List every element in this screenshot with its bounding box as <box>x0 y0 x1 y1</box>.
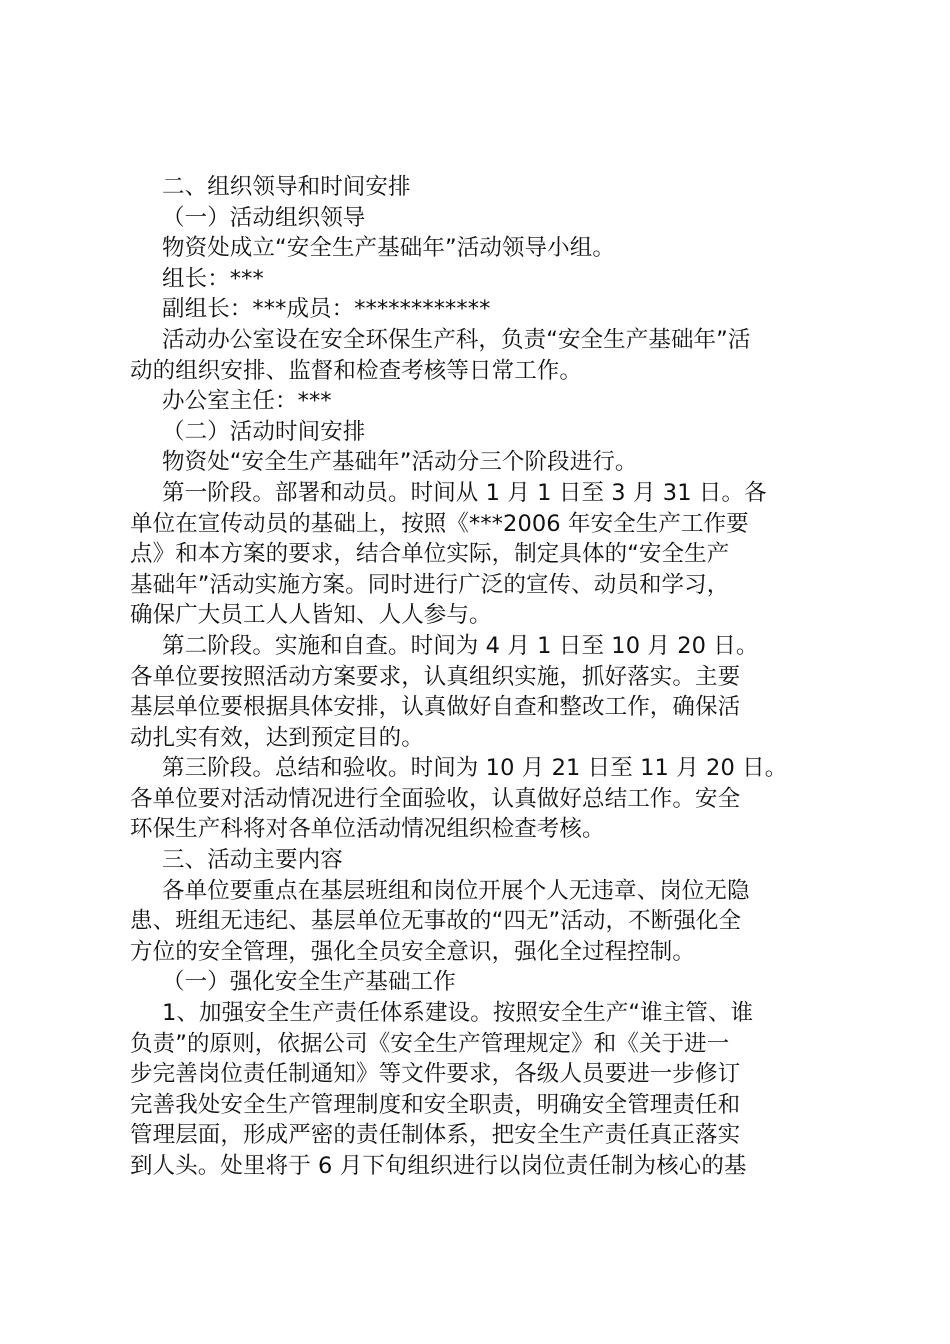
text-line: 各单位要重点在基层班组和岗位开展个人无违章、岗位无隐 <box>162 877 750 904</box>
text-line: 环保生产科将对各单位活动情况组织检查考核。 <box>130 816 605 843</box>
text-line: 确保广大员工人人皆知、人人参与。 <box>130 602 492 629</box>
text-line: 基础年”活动实施方案。同时进行广泛的宣传、动员和学习， <box>130 571 730 598</box>
text-line: （一）强化安全生产基础工作 <box>162 969 456 996</box>
document-body <box>130 172 830 1182</box>
text-line: 单位在宣传动员的基础上，按照《***2006 年安全生产工作要 <box>130 510 749 537</box>
text-line: 动扎实有效，达到预定目的。 <box>130 724 424 751</box>
text-line: （一）活动组织领导 <box>162 204 366 231</box>
text-line: 第一阶段。部署和动员。时间从 1 月 1 日至 3 月 31 日。各 <box>162 479 767 506</box>
text-line: 完善我处安全生产管理制度和安全职责，明确安全管理责任和 <box>130 1091 741 1118</box>
text-line: 物资处“安全生产基础年”活动分三个阶段进行。 <box>162 449 638 476</box>
text-line: 活动办公室设在安全环保生产科，负责“安全生产基础年”活 <box>162 326 751 353</box>
text-line: 方位的安全管理，强化全员安全意识，强化全过程控制。 <box>130 938 696 965</box>
text-line: 患、班组无违纪、基层单位无事故的“四无”活动，不断强化全 <box>130 908 742 935</box>
text-line: 管理层面，形成严密的责任制体系，把安全生产责任真正落实 <box>130 1122 741 1149</box>
text-line: 三、活动主要内容 <box>162 847 343 874</box>
text-line: （二）活动时间安排 <box>162 418 366 445</box>
text-line: 组长：*** <box>162 265 264 292</box>
text-line: 各单位要对活动情况进行全面验收，认真做好总结工作。安全 <box>130 785 741 812</box>
text-line: 副组长：***成员：************ <box>162 296 491 323</box>
text-line: 第二阶段。实施和自查。时间为 4 月 1 日至 10 月 20 日。 <box>162 632 759 659</box>
text-line: 二、组织领导和时间安排 <box>162 174 411 200</box>
text-line: 各单位要按照活动方案要求，认真组织实施，抓好落实。主要 <box>130 663 741 690</box>
text-line: 基层单位要根据具体安排，认真做好自查和整改工作，确保活 <box>130 694 741 721</box>
text-line: 负责”的原则，依据公司《安全生产管理规定》和《关于进一 <box>130 1030 730 1057</box>
text-line: 动的组织安排、监督和检查考核等日常工作。 <box>130 357 583 384</box>
text-line: 第三阶段。总结和验收。时间为 10 月 21 日至 11 月 20 日。 <box>162 755 788 782</box>
text-line: 点》和本方案的要求，结合单位实际，制定具体的“安全生产 <box>130 541 730 568</box>
text-line: 物资处成立“安全生产基础年”活动领导小组。 <box>162 235 615 262</box>
text-line: 1、加强安全生产责任体系建设。按照安全生产“谁主管、谁 <box>162 1000 754 1027</box>
text-line: 到人头。处里将于 6 月下旬组织进行以岗位责任制为核心的基 <box>130 1153 747 1179</box>
text-line: 办公室主任：*** <box>162 388 332 415</box>
text-line: 步完善岗位责任制通知》等文件要求，各级人员要进一步修订 <box>130 1061 741 1088</box>
